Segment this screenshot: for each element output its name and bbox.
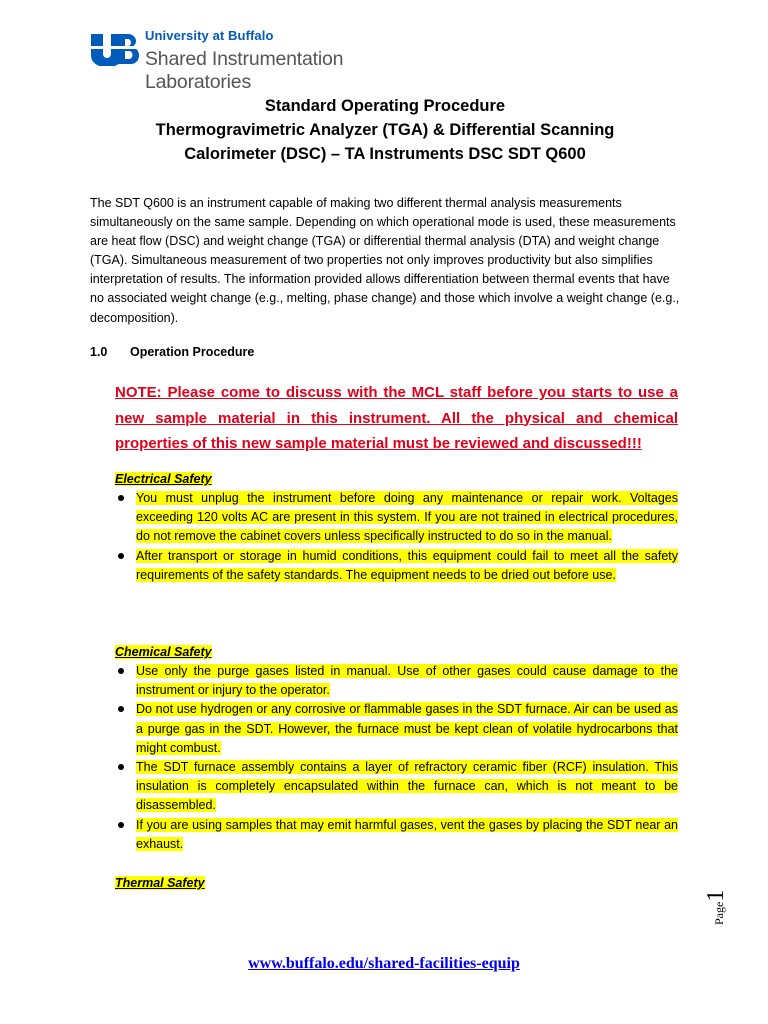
intro-paragraph: The SDT Q600 is an instrument capable of making two different thermal analysis measurements simultaneously on the same sample. Depending on which operational mode is used, these measurements are heat flow (DSC) and weight change (TGA) or differential thermal analysis (DTA) and weight change (TGA). Simultaneous measurement of two properties not only improves productivity but also simplifies interpretation of results. The information provided allows differentiation between thermal events that have no associated weight change (e.g., melting, phase change) and those which involve a weight change (e.g., decomposition). <box>90 196 680 325</box>
electrical-safety-heading: Electrical Safety <box>115 472 212 486</box>
bullet-icon <box>115 489 135 508</box>
title-line1: Standard Operating Procedure <box>264 97 506 115</box>
bullet-icon <box>115 547 135 566</box>
section-heading <box>90 345 254 359</box>
list-item: After transport or storage in humid conditions, this equipment could fail to meet all the safety requirements of the safety standards. The equipment needs to be dried out before use. <box>115 547 678 585</box>
electrical-safety-list <box>115 489 678 585</box>
staff-note: NOTE: Please come to discuss with the MCL staff before you starts to use a new sample material in this instrument. All the physical and chemical properties of this new sample material must be reviewed and discussed!!! <box>115 384 678 452</box>
list-item: You must unplug the instrument before doing any maintenance or repair work. Voltages exceeding 120 volts AC are present in this system. If you are not trained in electrical procedures, do not remove the cabinet covers unless specifically instructed to do so in the manual. <box>115 489 678 547</box>
list-item: If you are using samples that may emit harmful gases, vent the gases by placing the SDT near an exhaust. <box>115 816 678 854</box>
section-number: 1.0 <box>90 345 108 359</box>
page-word: Page <box>712 901 726 925</box>
ub-logo-icon <box>89 32 139 66</box>
bullet-icon <box>115 758 135 777</box>
footer-website-link[interactable]: www.buffalo.edu/shared-facilities-equip <box>248 955 520 972</box>
bullet-icon <box>115 816 135 835</box>
electrical-safety-block <box>115 470 678 585</box>
header-logo <box>89 14 389 93</box>
title-line2: Thermogravimetric Analyzer (TGA) & Differential Scanning <box>155 121 615 139</box>
document-title <box>90 94 680 166</box>
thermal-safety-block <box>115 874 678 893</box>
page-number <box>703 885 753 925</box>
lab-name-line2: Laboratories <box>145 71 252 93</box>
chemical-safety-list <box>115 662 678 854</box>
title-line3: Calorimeter (DSC) – TA Instruments DSC SDT Q600 <box>184 145 586 163</box>
university-name: University at Buffalo <box>145 28 274 43</box>
chemical-safety-heading: Chemical Safety <box>115 645 212 659</box>
chemical-safety-block <box>115 643 678 854</box>
lab-name-line1: Shared Instrumentation <box>145 48 344 70</box>
bullet-icon <box>115 700 135 719</box>
list-item: The SDT furnace assembly contains a layer of refractory ceramic fiber (RCF) insulation. This insulation is completely encapsulated within the furnace can, which is not meant to be disassembled. <box>115 758 678 816</box>
page-digit: 1 <box>703 889 729 902</box>
bullet-icon <box>115 662 135 681</box>
section-title: Operation Procedure <box>130 345 255 359</box>
list-item: Use only the purge gases listed in manual. Use of other gases could cause damage to the instrument or injury to the operator. <box>115 662 678 700</box>
thermal-safety-heading: Thermal Safety <box>115 876 205 890</box>
list-item: Do not use hydrogen or any corrosive or flammable gases in the SDT furnace. Air can be used as a purge gas in the SDT. However, the furnace must be kept clean of volatile hydrocarbons that might combust. <box>115 700 678 758</box>
